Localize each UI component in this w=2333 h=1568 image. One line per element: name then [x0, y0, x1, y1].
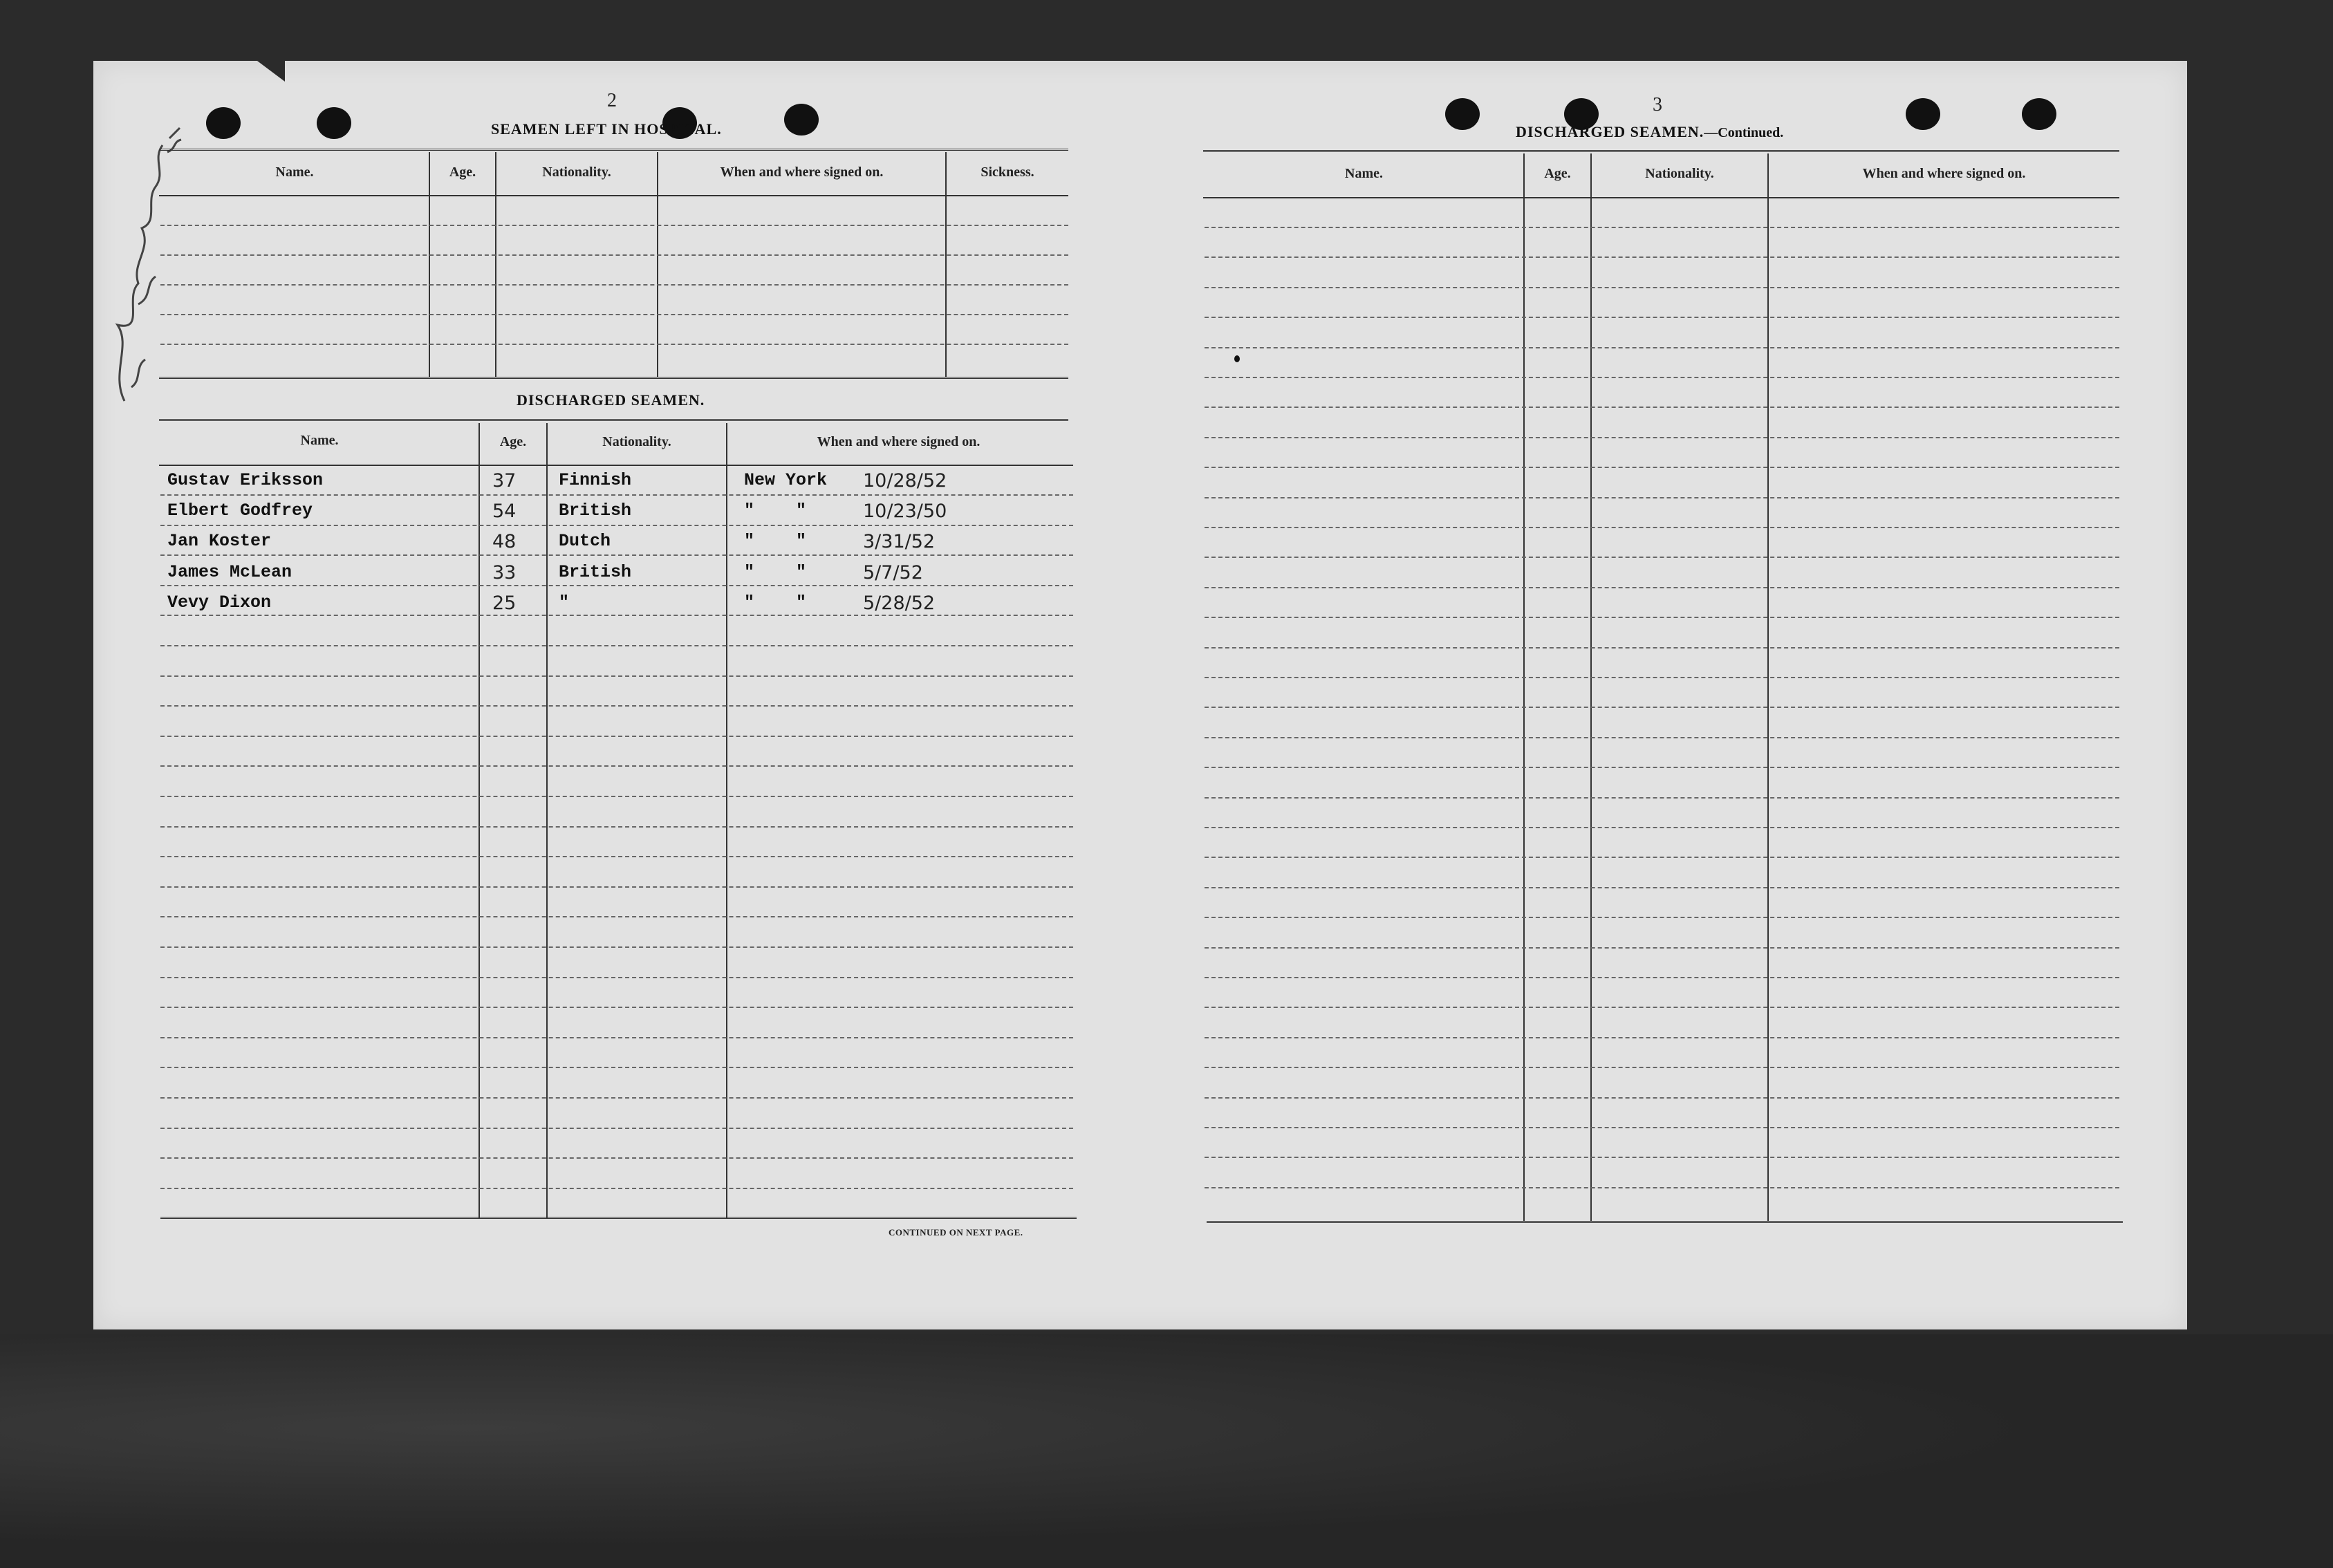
document-sheet — [93, 61, 2187, 1329]
seaman-nationality: British — [559, 561, 632, 582]
background-table-surface — [0, 1334, 2333, 1568]
row-rule — [160, 1128, 1073, 1129]
signed-on-date: 10/23/50 — [863, 501, 947, 523]
row-rule — [160, 765, 1073, 767]
row-rule — [1205, 1157, 2119, 1158]
right-col-name: Name. — [1345, 166, 1383, 181]
row-rule — [160, 796, 1073, 797]
row-rule — [160, 1097, 1073, 1099]
row-rule — [160, 554, 1073, 556]
discharged-col-divider — [546, 423, 548, 1218]
seaman-name: Elbert Godfrey — [167, 501, 313, 521]
row-rule — [1205, 227, 2119, 228]
right-title-main: DISCHARGED SEAMEN. — [1516, 123, 1704, 140]
punch-hole — [1906, 98, 1940, 130]
signed-on-place: " " — [744, 592, 807, 613]
row-rule — [1205, 497, 2119, 498]
row-rule — [160, 225, 1068, 226]
right-title-continued: —Continued. — [1704, 125, 1784, 140]
right-header-rule — [1203, 197, 2119, 198]
row-rule — [160, 736, 1073, 737]
punch-hole — [317, 107, 351, 139]
row-rule — [1205, 977, 2119, 978]
hospital-col-signed-on: When and where signed on. — [720, 165, 884, 180]
signed-on-place: New York — [744, 470, 828, 490]
row-rule — [160, 344, 1068, 345]
discharged-col-signed-on: When and where signed on. — [817, 434, 980, 449]
signed-on-date: 5/28/52 — [863, 592, 936, 614]
punch-hole — [1445, 98, 1480, 130]
seaman-nationality: Finnish — [559, 470, 632, 490]
row-rule — [1205, 347, 2119, 348]
seaman-name: Jan Koster — [167, 531, 272, 552]
signed-on-place: " " — [744, 561, 807, 582]
seaman-age: 37 — [492, 470, 517, 492]
row-rule — [160, 675, 1073, 677]
discharged-col-nationality: Nationality. — [602, 434, 671, 449]
row-rule — [160, 1188, 1073, 1189]
seaman-name: Gustav Eriksson — [167, 470, 324, 490]
row-rule — [160, 615, 1073, 616]
hospital-col-age: Age. — [449, 165, 476, 180]
discharged-col-divider — [478, 423, 480, 1218]
row-rule — [160, 1007, 1073, 1008]
row-rule — [1205, 527, 2119, 528]
seaman-name: Vevy Dixon — [167, 592, 272, 613]
row-rule — [1205, 767, 2119, 768]
ink-dot — [1234, 355, 1240, 362]
row-rule — [1205, 1187, 2119, 1188]
right-page-title — [1516, 123, 1783, 141]
row-rule — [160, 1067, 1073, 1068]
row-rule — [160, 284, 1068, 286]
row-rule — [1205, 587, 2119, 588]
hospital-section-title: SEAMEN LEFT IN HOSPITAL. — [491, 120, 722, 138]
right-table-bottom-rule — [1207, 1221, 2123, 1225]
hospital-table-top-rule — [159, 149, 1068, 153]
row-rule — [1205, 887, 2119, 888]
row-rule — [160, 585, 1073, 586]
discharged-header-rule — [159, 465, 1073, 466]
row-rule — [1205, 917, 2119, 918]
row-rule — [1205, 467, 2119, 468]
punch-hole — [2022, 98, 2056, 130]
seaman-age: 54 — [492, 501, 517, 523]
discharged-table-bottom-rule — [160, 1217, 1077, 1221]
row-rule — [1205, 377, 2119, 378]
row-rule — [160, 886, 1073, 888]
right-page-number: 3 — [1653, 94, 1662, 115]
seaman-name: James McLean — [167, 561, 292, 582]
discharged-col-name: Name. — [300, 433, 339, 448]
seaman-age: 48 — [492, 531, 517, 553]
row-rule — [1205, 827, 2119, 828]
row-rule — [160, 314, 1068, 315]
row-rule — [160, 946, 1073, 948]
row-rule — [1205, 287, 2119, 288]
row-rule — [1205, 407, 2119, 408]
row-rule — [160, 254, 1068, 256]
row-rule — [1205, 557, 2119, 558]
row-rule — [160, 856, 1073, 857]
row-rule — [1205, 797, 2119, 799]
signed-on-date: 5/7/52 — [863, 561, 923, 584]
seaman-age: 33 — [492, 561, 517, 584]
punch-hole — [784, 104, 819, 136]
row-rule — [1205, 317, 2119, 318]
discharged-table-top-rule — [159, 419, 1068, 423]
right-col-divider — [1523, 153, 1525, 1222]
hospital-col-name: Name. — [275, 165, 314, 180]
hospital-col-sickness: Sickness. — [980, 165, 1034, 180]
row-rule — [1205, 437, 2119, 438]
row-rule — [160, 826, 1073, 828]
row-rule — [1205, 1067, 2119, 1068]
seaman-nationality: Dutch — [559, 531, 611, 552]
row-rule — [160, 977, 1073, 978]
signed-on-place: " " — [744, 531, 807, 552]
row-rule — [1205, 1007, 2119, 1008]
seaman-nationality: British — [559, 501, 632, 521]
row-rule — [1205, 707, 2119, 708]
signed-on-place: " " — [744, 501, 807, 521]
row-rule — [1205, 1097, 2119, 1099]
left-page-number: 2 — [607, 90, 617, 111]
row-rule — [160, 645, 1073, 646]
continued-footer: CONTINUED ON NEXT PAGE. — [889, 1227, 1023, 1238]
right-col-divider — [1590, 153, 1592, 1222]
hospital-col-nationality: Nationality. — [542, 165, 611, 180]
signed-on-date: 3/31/52 — [863, 531, 936, 553]
right-table-top-rule — [1203, 150, 2119, 154]
row-rule — [1205, 256, 2119, 258]
discharged-col-age: Age. — [499, 434, 527, 449]
punch-hole — [206, 107, 241, 139]
row-rule — [160, 1157, 1073, 1159]
row-rule — [1205, 1037, 2119, 1038]
discharged-col-divider — [726, 423, 727, 1218]
row-rule — [160, 494, 1073, 496]
hospital-table-bottom-rule — [159, 377, 1068, 381]
row-rule — [1205, 857, 2119, 858]
row-rule — [160, 525, 1073, 526]
discharged-section-title: DISCHARGED SEAMEN. — [517, 391, 705, 409]
hospital-header-rule — [159, 195, 1068, 196]
right-col-nationality: Nationality. — [1645, 166, 1714, 181]
row-rule — [160, 705, 1073, 707]
row-rule — [160, 1037, 1073, 1038]
right-col-signed-on: When and where signed on. — [1862, 166, 2026, 181]
right-col-divider — [1767, 153, 1769, 1222]
torn-corner — [257, 61, 285, 82]
row-rule — [1205, 737, 2119, 738]
row-rule — [1205, 947, 2119, 949]
row-rule — [1205, 617, 2119, 618]
seaman-nationality: " — [559, 592, 570, 613]
row-rule — [1205, 677, 2119, 678]
row-rule — [1205, 647, 2119, 648]
seaman-age: 25 — [492, 592, 517, 614]
row-rule — [160, 916, 1073, 917]
row-rule — [1205, 1127, 2119, 1128]
signed-on-date: 10/28/52 — [863, 470, 947, 492]
right-col-age: Age. — [1544, 166, 1571, 181]
